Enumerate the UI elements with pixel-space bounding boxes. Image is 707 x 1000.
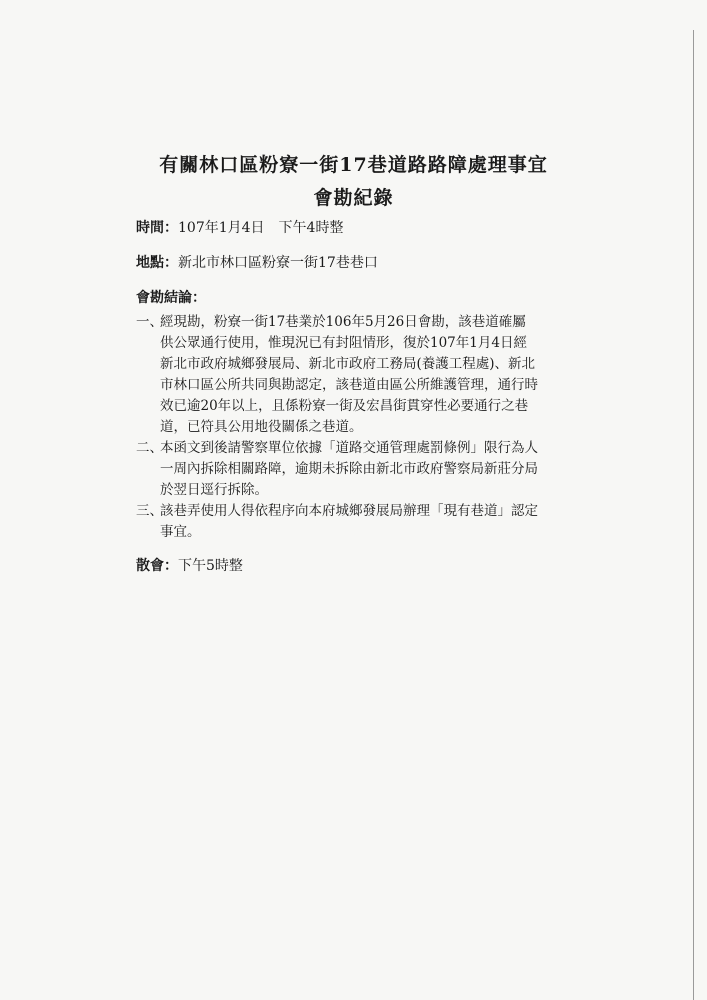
adjourn-value: 下午5時整 [178, 558, 243, 574]
item-line: 道，已符具公用地役關係之巷道。 [160, 419, 363, 435]
item-body [160, 312, 538, 438]
item-line: 該巷弄使用人得依程序向本府城鄉發展局辦理「現有巷道」認定 [160, 503, 538, 519]
item-line: 新北市政府城鄉發展局、新北市政府工務局(養護工程處)、新北 [160, 356, 536, 372]
item-line: 效已逾20年以上，且係粉寮一街及宏昌街貫穿性必要通行之巷 [160, 398, 529, 414]
document-subtitle: 會勘紀錄 [313, 187, 394, 209]
item-marker: 三、 [136, 503, 163, 519]
item-marker: 二、 [136, 440, 163, 456]
item-line: 經現勘，粉寮一街17巷業於106年5月26日會勘，該巷道確屬 [160, 314, 526, 330]
item-line: 一周內拆除相關路障，逾期未拆除由新北市政府警察局新莊分局 [160, 461, 538, 477]
item-marker: 一、 [136, 314, 163, 330]
item-line: 事宜。 [160, 524, 201, 540]
item-line: 於翌日逕行拆除。 [160, 482, 268, 498]
place-value: 新北市林口區粉寮一街17巷巷口 [178, 255, 378, 271]
place-label: 地點： [136, 255, 178, 271]
time-label: 時間： [136, 220, 178, 236]
item-line: 供公眾通行使用，惟現況已有封阻情形，復於107年1月4日經 [160, 335, 527, 351]
item-body [160, 438, 538, 501]
adjourn-label: 散會： [136, 558, 178, 574]
place-line [136, 252, 378, 272]
adjourn-line [136, 555, 243, 575]
time-value: 107年1月4日 下午4時整 [178, 220, 344, 236]
item-body [160, 501, 538, 543]
time-line [136, 217, 343, 237]
document-title: 有關林口區粉寮一街17巷道路路障處理事宜 [159, 154, 548, 176]
item-line: 本函文到後請警察單位依據「道路交通管理處罰條例」限行為人 [160, 440, 538, 456]
conclusion-heading: 會勘結論： [136, 290, 206, 306]
item-line: 市林口區公所共同與勘認定，該巷道由區公所維護管理，通行時 [160, 377, 538, 393]
